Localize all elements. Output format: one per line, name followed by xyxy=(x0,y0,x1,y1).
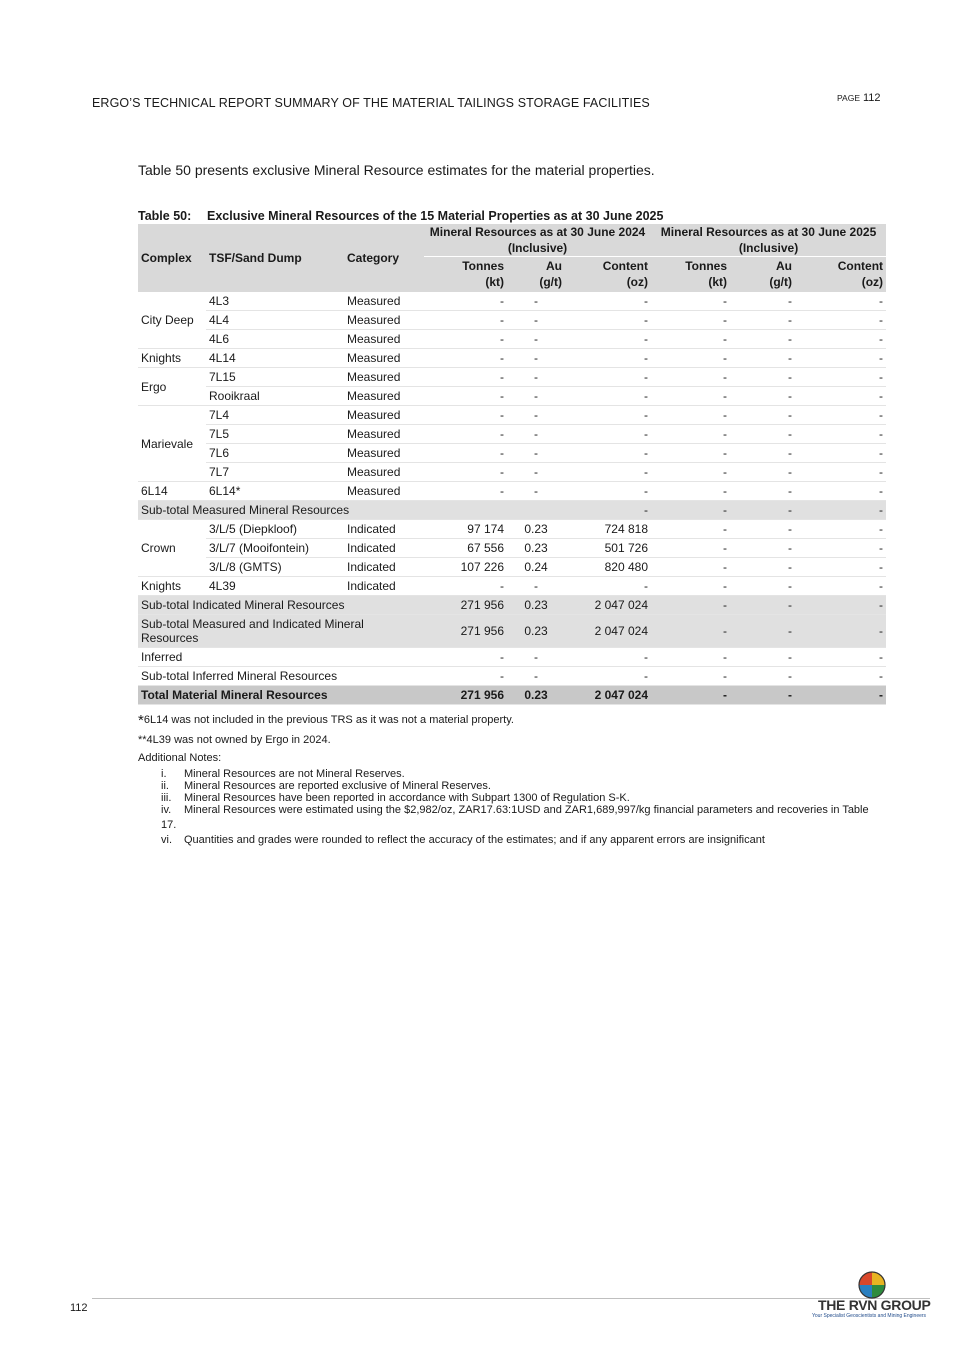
value-cell: 107 226 xyxy=(424,558,507,577)
value-cell: - xyxy=(795,520,886,539)
note-item: vi. Quantities and grades were rounded to reflect the accuracy of the estimates; and if any apparent errors are insignificant xyxy=(161,834,765,846)
tsf-cell: 3/L/5 (Diepkloof) xyxy=(206,520,344,539)
value-cell: - xyxy=(424,482,507,501)
subtotal-row xyxy=(138,615,886,648)
value-cell: - xyxy=(565,311,651,330)
value-cell: - xyxy=(730,596,795,615)
tsf-cell: 3/L/7 (Mooifontein) xyxy=(206,539,344,558)
value-cell: - xyxy=(795,615,886,648)
value-cell: 0.23 xyxy=(507,615,565,648)
value-cell: - xyxy=(730,501,795,520)
header-au-2024: Au (g/t) xyxy=(507,257,565,293)
footer-rule xyxy=(92,1298,930,1299)
value-cell: - xyxy=(651,577,730,596)
tsf-cell: 7L15 xyxy=(206,368,344,387)
value-cell: - xyxy=(565,667,651,686)
value-cell: - xyxy=(651,406,730,425)
table-caption xyxy=(138,209,663,223)
subtotal-row xyxy=(138,501,886,520)
tsf-cell: 7L5 xyxy=(206,425,344,444)
logo-tagline: Your Specialist Geoscientists and Mining Engineers xyxy=(812,1313,927,1319)
tsf-cell: 7L4 xyxy=(206,406,344,425)
value-cell: - xyxy=(565,463,651,482)
value-cell: 97 174 xyxy=(424,520,507,539)
value-cell: - xyxy=(424,349,507,368)
complex-cell: 6L14 xyxy=(138,482,206,501)
tsf-cell: 4L3 xyxy=(206,292,344,311)
note-item: iii. Mineral Resources have been reported in accordance with Subpart 1300 of Regulation S-K. xyxy=(161,791,630,804)
value-cell: - xyxy=(651,520,730,539)
note-item-continuation: 17. xyxy=(161,818,177,831)
value-cell: - xyxy=(730,686,795,705)
tsf-cell: 4L39 xyxy=(206,577,344,596)
complex-cell: Knights xyxy=(138,349,206,368)
value-cell: - xyxy=(507,311,565,330)
value-cell: - xyxy=(730,615,795,648)
header-category: Category xyxy=(344,224,424,292)
value-cell: - xyxy=(565,444,651,463)
category-cell: Measured xyxy=(344,444,424,463)
row-label: Inferred xyxy=(138,648,424,667)
value-cell: - xyxy=(651,330,730,349)
value-cell: 0.24 xyxy=(507,558,565,577)
value-cell: - xyxy=(795,686,886,705)
header-page-number xyxy=(837,92,881,104)
value-cell: - xyxy=(565,501,651,520)
tsf-cell: 7L6 xyxy=(206,444,344,463)
note-item: ii. Mineral Resources are reported exclusive of Mineral Reserves. xyxy=(161,779,491,792)
value-cell: - xyxy=(730,520,795,539)
value-cell: - xyxy=(795,596,886,615)
value-cell: - xyxy=(565,425,651,444)
value-cell: - xyxy=(795,667,886,686)
value-cell: - xyxy=(651,501,730,520)
value-cell: 0.23 xyxy=(507,520,565,539)
value-cell: - xyxy=(795,368,886,387)
value-cell: 0.23 xyxy=(507,539,565,558)
value-cell: - xyxy=(795,330,886,349)
value-cell: - xyxy=(424,577,507,596)
value-cell: - xyxy=(565,648,651,667)
complex-cell: Ergo xyxy=(138,368,206,406)
tsf-cell: 3/L/8 (GMTS) xyxy=(206,558,344,577)
table-row xyxy=(138,311,886,330)
value-cell: - xyxy=(730,387,795,406)
value-cell: - xyxy=(565,292,651,311)
table-row xyxy=(138,368,886,387)
category-cell: Measured xyxy=(344,425,424,444)
header-tonnes-2025: Tonnes (kt) xyxy=(651,257,730,293)
value-cell: 271 956 xyxy=(424,686,507,705)
tsf-cell: 4L4 xyxy=(206,311,344,330)
value-cell: - xyxy=(730,406,795,425)
value-cell: - xyxy=(795,558,886,577)
table-row xyxy=(138,577,886,596)
value-cell: - xyxy=(795,406,886,425)
value-cell: - xyxy=(507,387,565,406)
table-row xyxy=(138,349,886,368)
category-cell: Measured xyxy=(344,387,424,406)
value-cell: 0.23 xyxy=(507,596,565,615)
subtotal-label: Sub-total Measured Mineral Resources xyxy=(138,501,565,520)
value-cell: - xyxy=(795,292,886,311)
logo-text: THE RVN GROUP xyxy=(818,1297,931,1313)
value-cell: - xyxy=(795,539,886,558)
value-cell: 271 956 xyxy=(424,596,507,615)
value-cell: - xyxy=(424,667,507,686)
value-cell: - xyxy=(730,648,795,667)
additional-notes-heading: Additional Notes: xyxy=(138,752,222,764)
header-complex: Complex xyxy=(138,224,206,292)
value-cell: - xyxy=(424,406,507,425)
value-cell: - xyxy=(565,406,651,425)
category-cell: Indicated xyxy=(344,577,424,596)
value-cell: - xyxy=(651,539,730,558)
value-cell: - xyxy=(651,463,730,482)
value-cell: - xyxy=(730,444,795,463)
note-item: iv. Mineral Resources were estimated using the $2,982/oz, ZAR17.63:1USD and ZAR1,689,997/kg financial parameters and recoveries in Table xyxy=(161,803,869,816)
value-cell: - xyxy=(565,577,651,596)
row-label: Sub-total Inferred Mineral Resources xyxy=(138,667,424,686)
table-row xyxy=(138,292,886,311)
value-cell: - xyxy=(565,330,651,349)
footer-page-number: 112 xyxy=(70,1302,88,1314)
value-cell: - xyxy=(565,349,651,368)
value-cell: - xyxy=(730,425,795,444)
value-cell: - xyxy=(507,667,565,686)
page-number: 112 xyxy=(863,92,881,104)
value-cell: - xyxy=(651,615,730,648)
complex-cell: Knights xyxy=(138,577,206,596)
value-cell: - xyxy=(795,577,886,596)
total-label: Total Material Mineral Resources xyxy=(138,686,424,705)
table-row xyxy=(138,648,886,667)
tsf-cell: 4L6 xyxy=(206,330,344,349)
value-cell: - xyxy=(651,349,730,368)
value-cell: - xyxy=(507,406,565,425)
value-cell: - xyxy=(424,330,507,349)
value-cell: - xyxy=(730,539,795,558)
value-cell: - xyxy=(507,577,565,596)
value-cell: 724 818 xyxy=(565,520,651,539)
tsf-cell: 7L7 xyxy=(206,463,344,482)
value-cell: - xyxy=(507,444,565,463)
value-cell: - xyxy=(730,368,795,387)
table-row xyxy=(138,463,886,482)
complex-cell: Marievale xyxy=(138,406,206,482)
value-cell: - xyxy=(424,292,507,311)
value-cell: 67 556 xyxy=(424,539,507,558)
note-6l14: *6L14 was not included in the previous TRS as it was not a material property. xyxy=(138,712,514,729)
value-cell: - xyxy=(730,482,795,501)
page-label: PAGE xyxy=(837,93,860,103)
note-item: i. Mineral Resources are not Mineral Reserves. xyxy=(161,767,405,780)
value-cell: - xyxy=(507,482,565,501)
value-cell: - xyxy=(651,387,730,406)
value-cell: - xyxy=(795,501,886,520)
category-cell: Measured xyxy=(344,349,424,368)
value-cell: 2 047 024 xyxy=(565,615,651,648)
value-cell: - xyxy=(507,368,565,387)
table-row xyxy=(138,667,886,686)
tsf-cell: Rooikraal xyxy=(206,387,344,406)
value-cell: - xyxy=(507,292,565,311)
value-cell: - xyxy=(730,577,795,596)
value-cell: - xyxy=(507,648,565,667)
table-notes xyxy=(138,711,908,846)
table-row xyxy=(138,444,886,463)
value-cell: - xyxy=(424,387,507,406)
value-cell: - xyxy=(795,425,886,444)
table-caption-number: Table 50: xyxy=(138,209,192,223)
value-cell: - xyxy=(730,463,795,482)
value-cell: 2 047 024 xyxy=(565,596,651,615)
value-cell: - xyxy=(507,425,565,444)
value-cell: - xyxy=(795,311,886,330)
value-cell: - xyxy=(795,444,886,463)
value-cell: - xyxy=(424,463,507,482)
header-content-2025: Content (oz) xyxy=(795,257,886,293)
value-cell: 271 956 xyxy=(424,615,507,648)
header-group-2025: Mineral Resources as at 30 June 2025 (Inclusive) xyxy=(651,224,886,257)
value-cell: - xyxy=(565,482,651,501)
category-cell: Measured xyxy=(344,292,424,311)
value-cell: - xyxy=(730,311,795,330)
value-cell: - xyxy=(651,648,730,667)
value-cell: - xyxy=(730,292,795,311)
table-caption-title: Exclusive Mineral Resources of the 15 Material Properties as at 30 June 2025 xyxy=(207,209,664,223)
table-row xyxy=(138,406,886,425)
complex-cell: Crown xyxy=(138,520,206,577)
category-cell: Measured xyxy=(344,482,424,501)
value-cell: - xyxy=(651,686,730,705)
header-au-2025: Au (g/t) xyxy=(730,257,795,293)
value-cell: - xyxy=(507,330,565,349)
value-cell: - xyxy=(651,311,730,330)
value-cell: - xyxy=(795,463,886,482)
category-cell: Indicated xyxy=(344,539,424,558)
value-cell: - xyxy=(507,349,565,368)
header-group-2024: Mineral Resources as at 30 June 2024 (Inclusive) xyxy=(424,224,651,257)
header-tonnes-2024: Tonnes (kt) xyxy=(424,257,507,293)
category-cell: Measured xyxy=(344,406,424,425)
category-cell: Measured xyxy=(344,311,424,330)
value-cell: - xyxy=(565,368,651,387)
value-cell: - xyxy=(795,387,886,406)
value-cell: - xyxy=(795,648,886,667)
value-cell: - xyxy=(651,596,730,615)
total-row xyxy=(138,686,886,705)
subtotal-label: Sub-total Measured and Indicated Mineral Resources xyxy=(138,615,424,648)
complex-cell: City Deep xyxy=(138,292,206,349)
category-cell: Indicated xyxy=(344,558,424,577)
value-cell: 820 480 xyxy=(565,558,651,577)
value-cell: - xyxy=(651,444,730,463)
value-cell: - xyxy=(730,667,795,686)
subtotal-label: Sub-total Indicated Mineral Resources xyxy=(138,596,424,615)
tsf-cell: 4L14 xyxy=(206,349,344,368)
table-row xyxy=(138,520,886,539)
value-cell: 2 047 024 xyxy=(565,686,651,705)
value-cell: - xyxy=(651,292,730,311)
category-cell: Indicated xyxy=(344,520,424,539)
category-cell: Measured xyxy=(344,463,424,482)
value-cell: - xyxy=(795,482,886,501)
table-row xyxy=(138,330,886,349)
category-cell: Measured xyxy=(344,368,424,387)
value-cell: - xyxy=(651,667,730,686)
table-row xyxy=(138,539,886,558)
intro-paragraph: Table 50 presents exclusive Mineral Resource estimates for the material properties. xyxy=(138,162,655,178)
value-cell: - xyxy=(424,311,507,330)
value-cell: - xyxy=(651,482,730,501)
value-cell: - xyxy=(730,349,795,368)
value-cell: - xyxy=(424,444,507,463)
value-cell: 0.23 xyxy=(507,686,565,705)
value-cell: - xyxy=(424,648,507,667)
value-cell: - xyxy=(507,463,565,482)
note-4l39: **4L39 was not owned by Ergo in 2024. xyxy=(138,733,331,746)
header-tsf: TSF/Sand Dump xyxy=(206,224,344,292)
value-cell: - xyxy=(424,368,507,387)
value-cell: 501 726 xyxy=(565,539,651,558)
value-cell: - xyxy=(795,349,886,368)
report-header-title: ERGO’S TECHNICAL REPORT SUMMARY OF THE MATERIAL TAILINGS STORAGE FACILITIES xyxy=(92,96,650,110)
subtotal-row xyxy=(138,596,886,615)
header-content-2024: Content (oz) xyxy=(565,257,651,293)
table-row xyxy=(138,387,886,406)
category-cell: Measured xyxy=(344,330,424,349)
value-cell: - xyxy=(651,425,730,444)
tsf-cell: 6L14* xyxy=(206,482,344,501)
mineral-resources-table xyxy=(138,224,886,705)
table-row xyxy=(138,425,886,444)
value-cell: - xyxy=(424,425,507,444)
value-cell: - xyxy=(730,558,795,577)
value-cell: - xyxy=(651,558,730,577)
value-cell: - xyxy=(651,368,730,387)
value-cell: - xyxy=(730,330,795,349)
value-cell: - xyxy=(565,387,651,406)
table-row xyxy=(138,482,886,501)
table-row xyxy=(138,558,886,577)
